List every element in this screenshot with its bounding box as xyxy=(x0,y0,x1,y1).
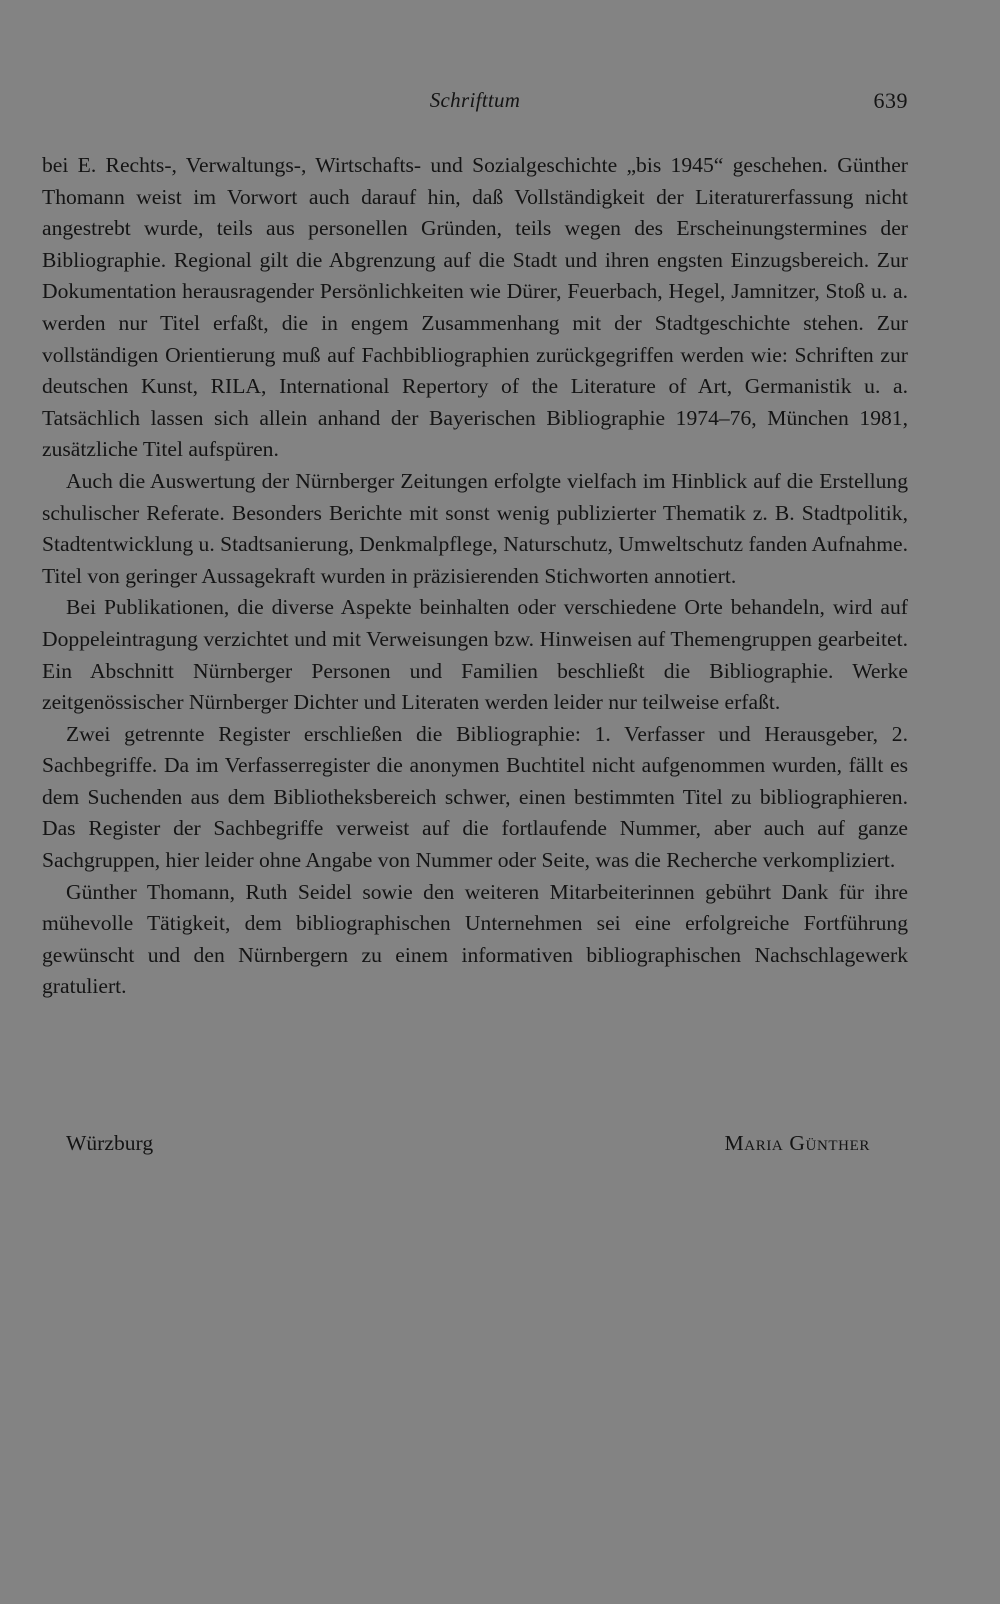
running-head xyxy=(42,84,908,118)
signature-author: Maria Günther xyxy=(724,1131,870,1155)
paragraph-5: Günther Thomann, Ruth Seidel sowie den weiteren Mitarbeiterinnen gebührt Dank für ihre mühevolle Tätigkeit, dem bibliographischen Unternehmen sei eine erfolgreiche Fortführung gewünscht und den Nürnbergern zu einem informativen bibliographischen Nachschlagewerk gratuliert. xyxy=(42,879,908,999)
review-body-text xyxy=(42,150,908,1003)
signature-place: Würzburg xyxy=(66,1131,154,1155)
paragraph-2: Auch die Auswertung der Nürnberger Zeitungen erfolgte vielfach im Hinblick auf die Erstellung schulischer Referate. Besonders Berichte mit sonst wenig publizierter Thematik z. B. Stadtpolitik, Stadtentwicklung u. Stadtsanierung, Denkmalpflege, Naturschutz, Umweltschutz fanden Aufnahme. Titel von geringer Aussagekraft wurden in präzisierenden Stichworten annotiert. xyxy=(42,468,908,588)
paragraph-3: Bei Publikationen, die diverse Aspekte beinhalten oder verschiedene Orte behandeln, wird auf Doppeleintragung verzichtet und mit Verweisungen bzw. Hinweisen auf Themengruppen gearbeitet. Ein Abschnitt Nürnberger Personen und Familien beschließt die Bibliographie. Werke zeitgenössischer Nürnberger Dichter und Literaten werden leider nur teilweise erfaßt. xyxy=(42,595,908,715)
paragraph-4: Zwei getrennte Register erschließen die Bibliographie: 1. Verfasser und Herausgeber, 2. Sachbegriffe. Da im Verfasserregister die anonymen Buchtitel nicht aufgenommen wurden, fällt es dem Suchenden aus dem Bibliotheksbereich schwer, einen bestimmten Titel zu bibliographieren. Das Register der Sachbegriffe verweist auf die fortlaufende Nummer, aber auch auf ganze Sachgruppen, hier leider ohne Angabe von Nummer oder Seite, was die Recherche verkompliziert. xyxy=(42,721,908,873)
running-title: Schrifttum xyxy=(429,88,521,112)
review-signature xyxy=(42,1128,908,1160)
page-number: 639 xyxy=(873,88,908,113)
paragraph-1: bei E. Rechts-, Verwaltungs-, Wirtschafts- und Sozialgeschichte „bis 1945“ geschehen. Günther Thomann weist im Vorwort auch darauf hin, daß Vollständigkeit der Literaturerfassung nicht angestrebt wurde, teils aus personellen Gründen, teils wegen des Erscheinungstermines der Bibliographie. Regional gilt die Abgrenzung auf die Stadt und ihren engsten Einzugsbereich. Zur Dokumentation herausragender Persönlichkeiten wie Dürer, Feuerbach, Hegel, Jamnitzer, Stoß u. a. werden nur Titel erfaßt, die in engem Zusammenhang mit der Stadtgeschichte stehen. Zur vollständigen Orientierung muß auf Fachbibliographien zurückgegriffen werden wie: Schriften zur deutschen Kunst, RILA, International Repertory of the Literature of Art, Germanistik u. a. Tatsächlich lassen sich allein anhand der Bayerischen Bibliographie 1974–76, München 1981, zusätzliche Titel aufspüren. xyxy=(42,153,908,462)
